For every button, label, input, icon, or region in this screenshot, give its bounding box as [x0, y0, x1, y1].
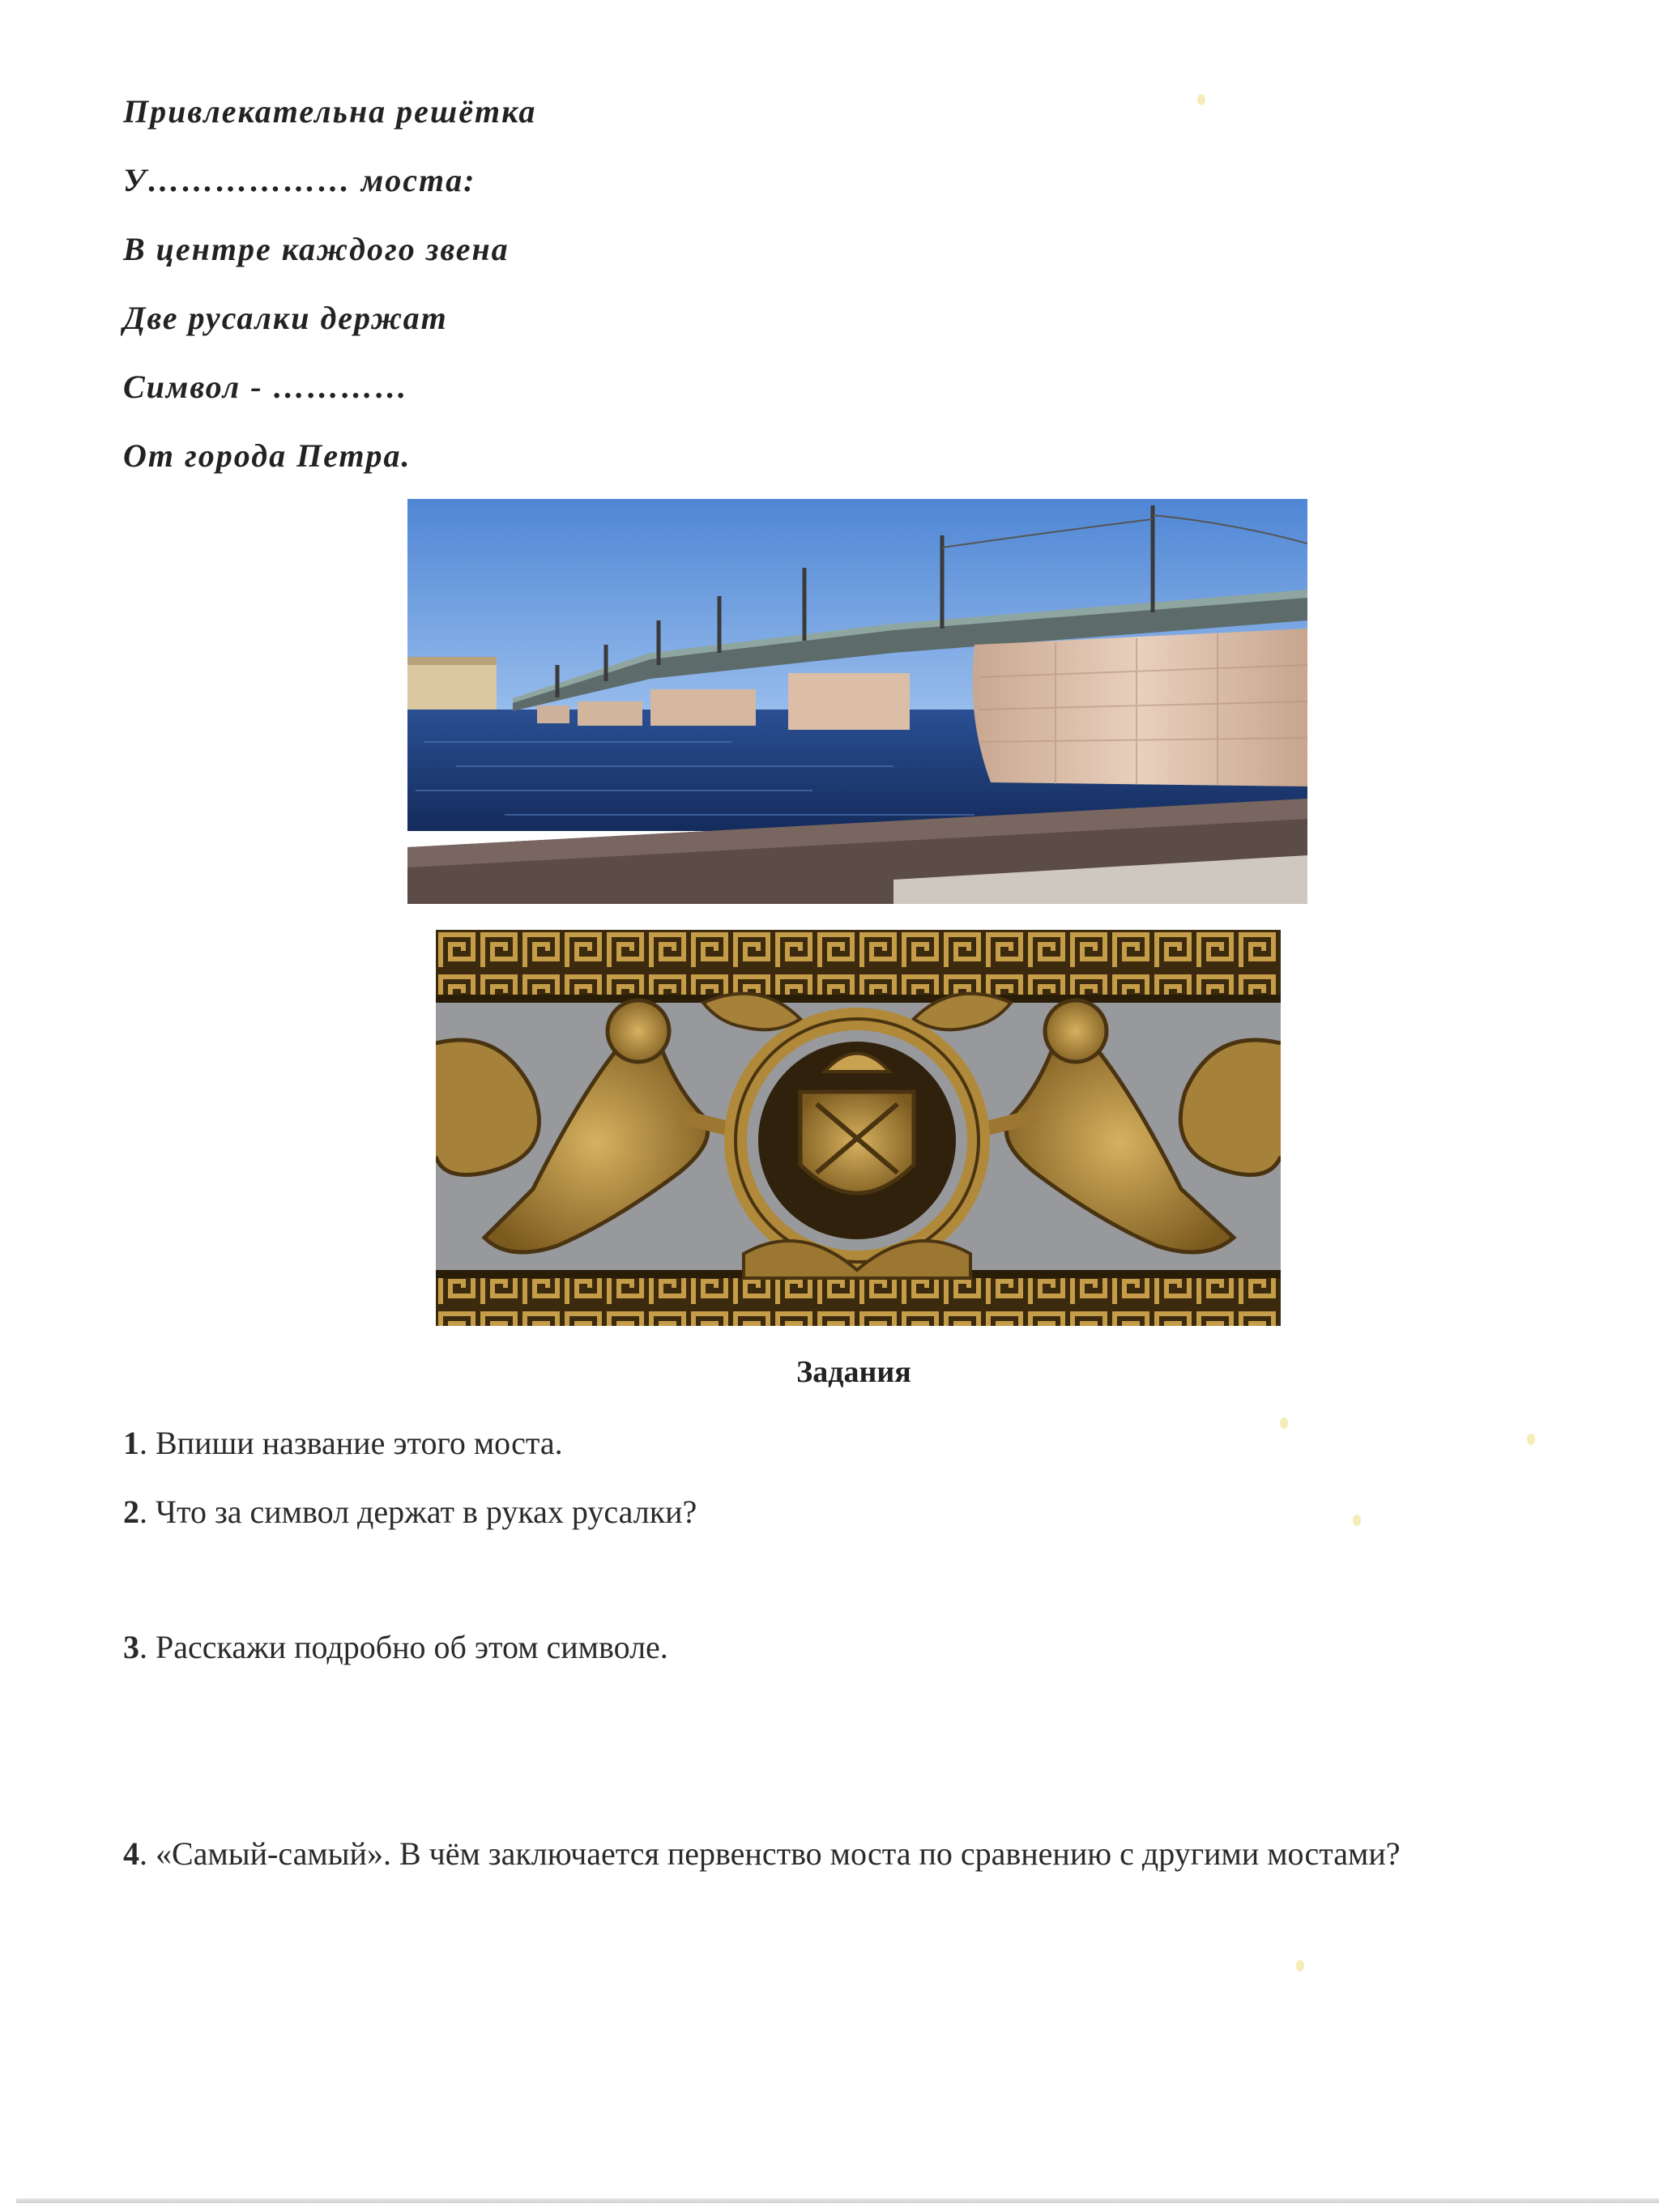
task-item: [123, 1626, 1549, 1669]
task-number: 1: [123, 1425, 139, 1461]
task-text: . Впиши название этого моста.: [139, 1425, 563, 1461]
poem-line: В центре каждого звена: [123, 231, 510, 267]
paper-speck: [1280, 1417, 1288, 1429]
bridge-illustration: [407, 499, 1307, 904]
poem: [123, 89, 536, 502]
task-item: [123, 1421, 1549, 1465]
page-bottom-edge: [16, 2198, 1659, 2203]
task-number: 3: [123, 1629, 139, 1665]
bridge-photo: [407, 499, 1307, 904]
grille-illustration: [436, 930, 1281, 1326]
poem-line: Привлекательна решётка: [123, 93, 537, 130]
grille-photo: [436, 930, 1281, 1326]
task-number: 4: [123, 1835, 139, 1872]
paper-speck: [1296, 1960, 1304, 1971]
tasks-heading: Задания: [796, 1355, 911, 1389]
task-item: [123, 1832, 1549, 1876]
paper-speck: [1527, 1434, 1535, 1445]
task-number: 2: [123, 1494, 139, 1530]
poem-line: У……………… моста:: [123, 162, 476, 198]
task-text: . Что за символ держат в руках русалки?: [139, 1494, 697, 1530]
poem-line: Две русалки держат: [123, 300, 448, 336]
task-item: [123, 1490, 1549, 1534]
poem-line: От города Петра.: [123, 437, 412, 474]
poem-line: Символ - …………: [123, 369, 409, 405]
paper-speck: [1353, 1515, 1361, 1526]
task-text: . Расскажи подробно об этом символе.: [139, 1629, 668, 1665]
paper-speck: [1197, 94, 1205, 105]
task-text: . «Самый-самый». В чём заключается первенство моста по сравнению с другими мостами?: [139, 1835, 1401, 1872]
